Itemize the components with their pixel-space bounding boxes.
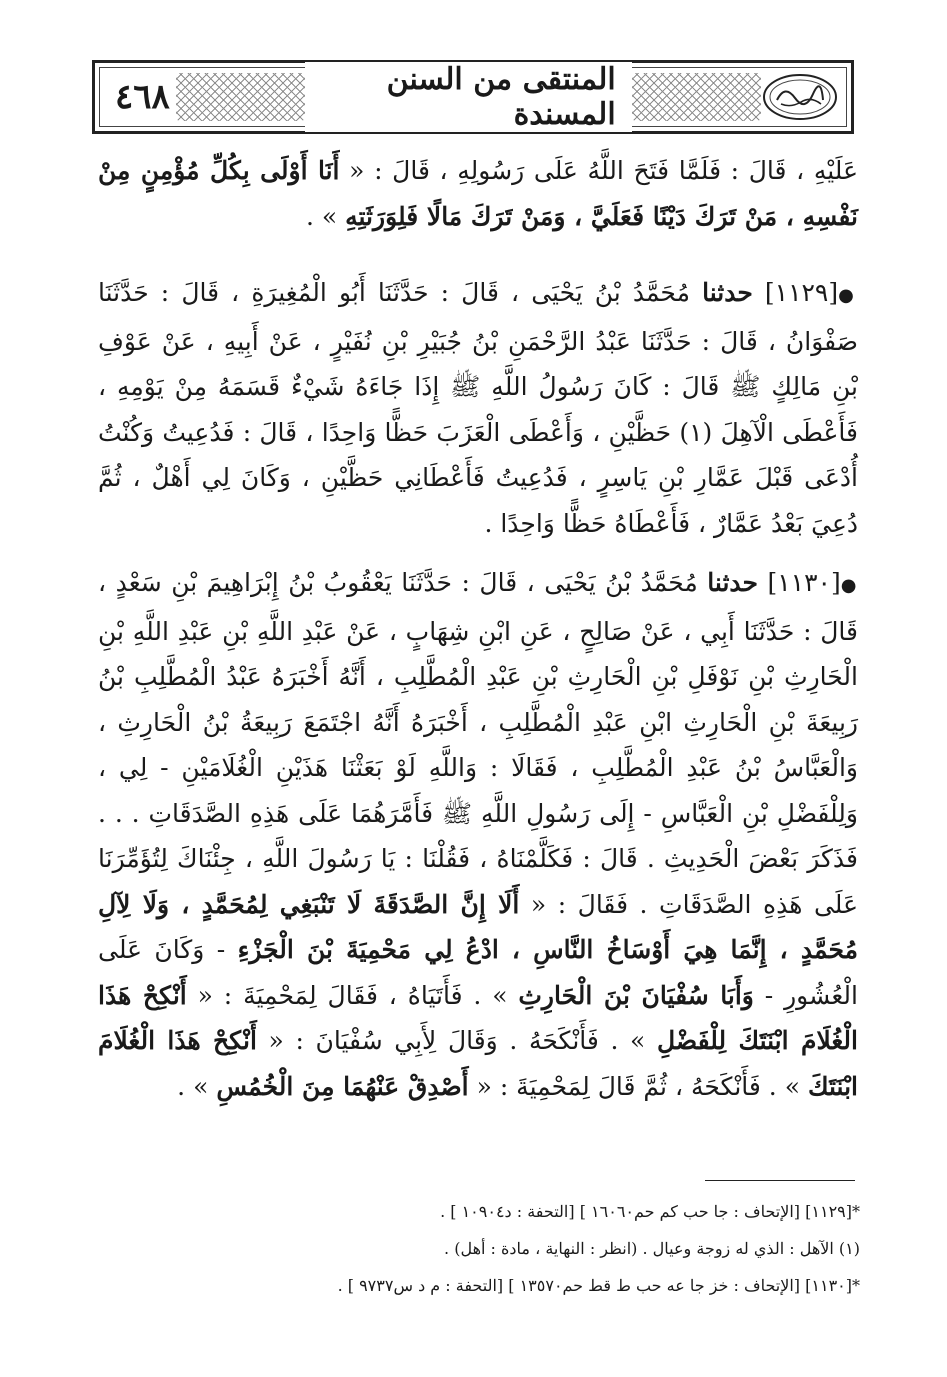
hadith-quote: أَلَا إِنَّ الصَّدَقَةَ لَا تَنْبَغِي لِمُحَمَّدٍ ، وَلَا لِآلِ مُحَمَّدٍ ، إِنَّمَا هِيَ أَوْسَاخُ النَّاسِ ، ادْعُ لِي مَحْمِيَةَ بْنَ الْجَزْءِ xyxy=(98,889,858,964)
hadith-text: مُحَمَّدُ بْنُ يَحْيَى ، قَالَ : حَدَّثَنَا أَبُو الْمُغِيرَةِ ، قَالَ : حَدَّثَنَا صَفْوَانُ ، قَالَ : حَدَّثَنَا عَبْدُ الرَّحْمَنِ بْنُ جُبَيْرِ بْنِ نُفَيْرٍ ، عَنْ أَبِيهِ ، عَنْ عَوْفِ بْنِ مَالِكٍ ﷺ قَالَ : كَانَ رَسُولُ اللَّهِ ﷺ إِذَا جَاءَهُ شَيْءٌ قَسَمَهُ مِنْ يَوْمِهِ ، فَأَعْطَى الْآهِلَ (١) حَظَّيْنِ ، وَأَعْطَى الْعَزَبَ حَظًّا وَاحِدًا ، قَالَ : فَدُعِيتُ وَكُنْتُ أُدْعَى قَبْلَ عَمَّارِ بْنِ يَاسِرٍ ، فَدُعِيتُ فَأَعْطَانِي حَظَّيْنِ ، وَكَانَ لِي أَهْلٌ ، ثُمَّ دُعِيَ بَعْدُ عَمَّارٌ ، فَأَعْطَاهُ حَظًّا وَاحِدًا . xyxy=(98,278,858,538)
hadith-text: » . فَأَنْكَحَهُ ، ثُمَّ قَالَ لِمَحْمِيَةَ : « xyxy=(468,1071,808,1101)
publisher-logo-icon xyxy=(761,72,839,122)
page-header xyxy=(92,60,854,134)
hadith-quote: أَنَا أَوْلَى بِكُلِّ مُؤْمِنٍ مِنْ نَفْسِهِ ، مَنْ تَرَكَ دَيْنًا فَعَلَيَّ ، وَمَنْ تَرَكَ مَالًا فَلِوَرَثَتِهِ xyxy=(98,156,858,231)
hadith-quote: وَأَبَا سُفْيَانَ بْنَ الْحَارِثِ xyxy=(518,980,754,1010)
page-number: ٤٦٨ xyxy=(109,77,176,117)
hadith-lead: حدثنا xyxy=(707,568,758,597)
hadith-quote: أَنْكِحْ هَذَا الْغُلَامَ ابْنَتَكَ xyxy=(98,1026,858,1101)
hadith-1130 xyxy=(98,560,858,1109)
ornament-right xyxy=(632,73,761,121)
book-title: المنتقى من السنن المسندة xyxy=(305,62,632,132)
hadith-text: » . فَأَتَيَاهُ ، فَقَالَ لِمَحْمِيَةَ : « xyxy=(186,980,519,1010)
bullet-icon: ● xyxy=(840,575,858,596)
ornament-left xyxy=(176,73,305,121)
hadith-number: [١١٣٠] xyxy=(757,568,841,597)
hadith-text: مُحَمَّدُ بْنُ يَحْيَى ، قَالَ : حَدَّثَنَا يَعْقُوبُ بْنُ إِبْرَاهِيمَ بْنِ سَعْدٍ ، قَالَ : حَدَّثَنَا أَبِي ، عَنْ صَالِحٍ ، عَنِ ابْنِ شِهَابٍ ، عَنْ عَبْدِ اللَّهِ بْنِ عَبْدِ اللَّهِ بْنِ الْحَارِثِ بْنِ نَوْفَلِ بْنِ الْحَارِثِ بْنِ عَبْدِ الْمُطَّلِبِ ، أَنَّهُ أَخْبَرَهُ عَبْدُ الْمُطَّلِبِ بْنُ رَبِيعَةَ بْنِ الْحَارِثِ ابْنِ عَبْدِ الْمُطَّلِبِ ، أَخْبَرَهُ أَنَّهُ اجْتَمَعَ رَبِيعَةُ بْنُ الْحَارِثِ ، وَالْعَبَّاسُ بْنُ عَبْدِ الْمُطَّلِبِ ، فَقَالَا : وَاللَّهِ لَوْ بَعَثْنَا هَذَيْنِ الْغُلَامَيْنِ - لِي ، وَلِلْفَضْلِ بْنِ الْعَبَّاسِ - إِلَى رَسُولِ اللَّهِ ﷺ فَأَمَّرَهُمَا عَلَى هَذِهِ الصَّدَقَاتِ . . . فَذَكَرَ بَعْضَ الْحَدِيثِ . قَالَ : فَكَلَّمْنَاهُ ، فَقُلْنَا : يَا رَسُولَ اللَّهِ ، جِئْنَاكَ لِتُؤَمِّرَنَا عَلَى هَذِهِ الصَّدَقَاتِ . فَقَالَ : « xyxy=(98,568,859,919)
hadith-number: [١١٢٩] xyxy=(752,278,839,307)
publisher-logo xyxy=(761,72,839,122)
text: » . xyxy=(305,201,346,231)
footnote-divider xyxy=(705,1180,855,1181)
hadith-quote: أَنْكِحْ هَذَا الْغُلَامَ ابْنَتَكَ لِلْفَضْلِ xyxy=(98,980,858,1055)
hadith-quote: أَصْدِقْ عَنْهُمَا مِنَ الْخُمُسِ xyxy=(216,1071,469,1101)
footnotes xyxy=(190,1193,860,1304)
hadith-text: » . فَأَنْكَحَهُ . وَقَالَ لِأَبِي سُفْيَانَ : « xyxy=(256,1026,657,1055)
hadith-text: - وَكَانَ عَلَى الْعُشُورِ - xyxy=(98,935,858,1010)
footnote-glossary: (١) الآهل : الذي له زوجة وعيال . (انظر : النهاية ، مادة : أهل) . xyxy=(444,1239,860,1258)
hadith-text: » . xyxy=(177,1071,217,1101)
text: عَلَيْهِ ، قَالَ : فَلَمَّا فَتَحَ اللَّهُ عَلَى رَسُولِهِ ، قَالَ : « xyxy=(339,156,858,185)
hadith-1129 xyxy=(98,270,858,546)
hadith-lead: حدثنا xyxy=(702,278,753,307)
footnote-1129: *[١١٢٩] [الإتحاف : جا حب كم حم١٦٠٦٠ ] [التحفة : د١٠٩٠٤ ] . xyxy=(440,1202,860,1221)
bullet-icon: ● xyxy=(838,285,858,306)
footnote-1130: *[١١٣٠] [الإتحاف : خز جا عه حب ط قط حم١٣٥٧٠ ] [التحفة : م د س٩٧٣٧ ] . xyxy=(337,1276,860,1295)
paragraph-continuation xyxy=(98,148,858,239)
